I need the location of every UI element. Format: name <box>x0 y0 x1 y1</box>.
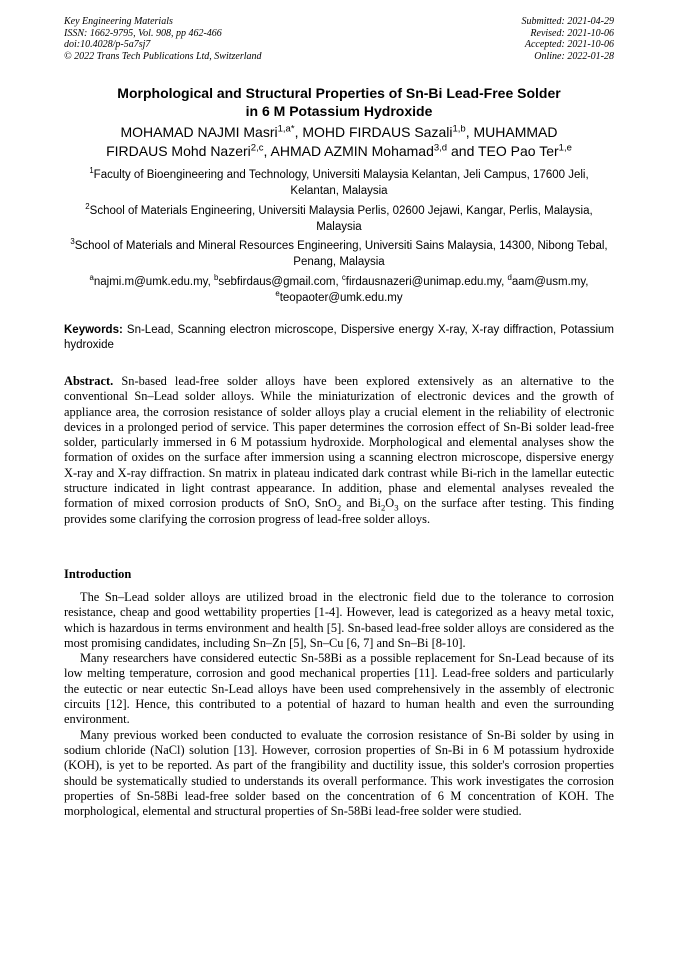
email-list: $^a$najmi.m@umk.edu.my, $^b$sebfirdaus@gmail.com, $^c$firdausnazeri@unimap.edu.my, $^d$aam@usm.my, $^e$teopaoter@umk.edu.my <box>89 273 589 304</box>
title-line-2: in 6 M Potassium Hydroxide <box>245 103 433 119</box>
author-affiliation-mark: 1,b <box>452 123 466 135</box>
email-address: teopaoter@umk.edu.my <box>279 291 403 304</box>
abstract-label: Abstract. <box>64 374 114 388</box>
author-affiliation-mark: 3,d <box>433 142 448 154</box>
introduction-body <box>64 590 614 819</box>
author-name: FIRDAUS Mohd Nazeri <box>106 143 251 159</box>
date-revised: Revised: 2021-10-06 <box>530 27 614 39</box>
journal-issn: ISSN: 1662-9795, Vol. 908, pp 462-466 <box>64 27 222 39</box>
journal-header <box>64 16 262 62</box>
paragraph: Many previous worked been conducted to evaluate the corrosion resistance of Sn-Bi solder by using in sodium chloride (NaCl) solution [13]. However, corrosion properties of Sn-Bi in 6 M potassium hydroxide (KOH), is yet to be reported. As part of the frangibility and ductility issue, this solder's corrosion properties should be systematically studied to understands its overall performance. This work investigates the corrosion properties of Sn-58Bi lead-free solder based on the concentration of 6 M concentration of KOH. The morphological, elemental and structural properties of Sn-58Bi lead-free solder were studied. <box>64 727 614 819</box>
formula-bi2o3: $Bi_2O_3$ <box>369 496 399 513</box>
title-line-1: Morphological and Structural Properties of Sn-Bi Lead-Free Solder <box>117 85 561 101</box>
journal-doi: doi:10.4028/p-5a7sj7 <box>64 39 151 50</box>
author-affiliation-mark: 2,c <box>250 142 264 154</box>
email-address: sebfirdaus@gmail.com <box>218 276 336 288</box>
date-online: Online: 2022-01-28 <box>534 50 614 62</box>
affiliation-2: $^2$School of Materials Engineering, Universiti Malaysia Perlis, 02600 Jejawi, Kangar, Perlis, Malaysia, Malaysia <box>85 202 593 233</box>
affiliation-1: $^1$Faculty of Bioengineering and Technology, Universiti Malaysia Kelantan, Jeli Campus, 17600 Jeli, Kelantan, Malaysia <box>89 166 589 197</box>
author-line-2: FIRDAUS Mohd Nazeri$^{2,c}$, AHMAD AZMIN Mohamad$^{3,d}$ and TEO Pao Ter$^{1,e}$ <box>106 142 572 159</box>
journal-name: Key Engineering Materials <box>64 16 173 27</box>
author-line-1: MOHAMAD NAJMI Masri$^{1,a*}$, MOHD FIRDAUS Sazali$^{1,b}$, MUHAMMAD <box>120 123 558 140</box>
author-name: AHMAD AZMIN Mohamad <box>270 143 434 159</box>
author-name: MOHD FIRDAUS Sazali <box>302 124 453 140</box>
paper-title <box>64 84 614 120</box>
journal-copyright: © 2022 Trans Tech Publications Ltd, Switzerland <box>64 50 262 62</box>
keywords-label: Keywords: <box>64 324 123 336</box>
dates-header <box>522 16 615 62</box>
author-affiliation-mark: 1,a* <box>277 123 295 135</box>
email-address: najmi.m@umk.edu.my <box>93 276 208 288</box>
date-accepted: Accepted: 2021-10-06 <box>524 39 614 50</box>
paragraph: The Sn–Lead solder alloys are utilized broad in the electronic field due to the tolerance to corrosion resistance, cheap and good wettability properties [1-4]. However, lead is categorized as a heavy metal toxic, which is hazardous in terms environment and health [5]. Sn-based lead-free solder alloys are considered as the most promising candidates, including Sn–Zn [5], Sn–Cu [6, 7] and Sn–Bi [8-10]. <box>64 590 614 650</box>
affiliation-3: $^3$School of Materials and Mineral Resources Engineering, Universiti Sains Malaysia, 14300, Nibong Tebal, Penang, Malaysia <box>70 237 608 268</box>
email-address: firdausnazeri@unimap.edu.my <box>345 276 502 288</box>
email-address: aam@usm.my <box>511 276 586 288</box>
paragraph: Many researchers have considered eutectic Sn-58Bi as a possible replacement for Sn-Lead because of its low melting temperature, corrosion and good mechanical properties [11]. Lead-free solders and particularly the eutectic or near eutectic Sn-Lead alloys have been used comprehensively in the assembly of electronic circuits [12]. Hence, this contributed to a potential of hazard to human health and even the surrounding environment. <box>64 651 614 727</box>
keywords <box>64 323 614 353</box>
author-affiliation-mark: 1,e <box>558 142 572 154</box>
keywords-text: Sn-Lead, Scanning electron microscope, Dispersive energy X-ray, X-ray diffraction, Potassium hydroxide <box>64 324 614 351</box>
abstract: Abstract. Sn-based lead-free solder alloys have been explored extensively as an alternative to the conventional Sn–Lead solder alloys. While the miniaturization of electronic devices and the growth of appliance area, the corrosion resistance of solder alloys play a crucial element in the reliability of electronic devices in a prolonged period of service. This paper determines the corrosion effect of Sn-Bi solder lead-free solder, particularly immersed in 6 M potassium hydroxide. Morphological and elemental analyses show the formation of oxides on the surface after immersion using a scanning electron microscope, dispersive energy X-ray and X-ray diffraction. Sn matrix in plateau indicated dark contrast while Bi-rich in the lamellar eutectic structure indicated in light contrast appearance. In addition, phase and elemental analyses revealed the formation of mixed corrosion products of SnO, SnO$_2$ and $Bi_2O_3$ on the surface after testing. This finding provides some clarifying the corrosion progress of lead-free solder alloys. <box>64 374 614 526</box>
author-name: TEO Pao Ter <box>478 143 559 159</box>
author-name: MUHAMMAD <box>473 124 558 140</box>
author-name: MOHAMAD NAJMI Masri <box>120 124 278 140</box>
date-submitted: Submitted: 2021-04-29 <box>521 16 614 27</box>
author-list <box>64 123 614 161</box>
formula-sno2: SnO$_2$ <box>314 496 342 513</box>
section-heading-introduction: Introduction <box>64 567 132 581</box>
